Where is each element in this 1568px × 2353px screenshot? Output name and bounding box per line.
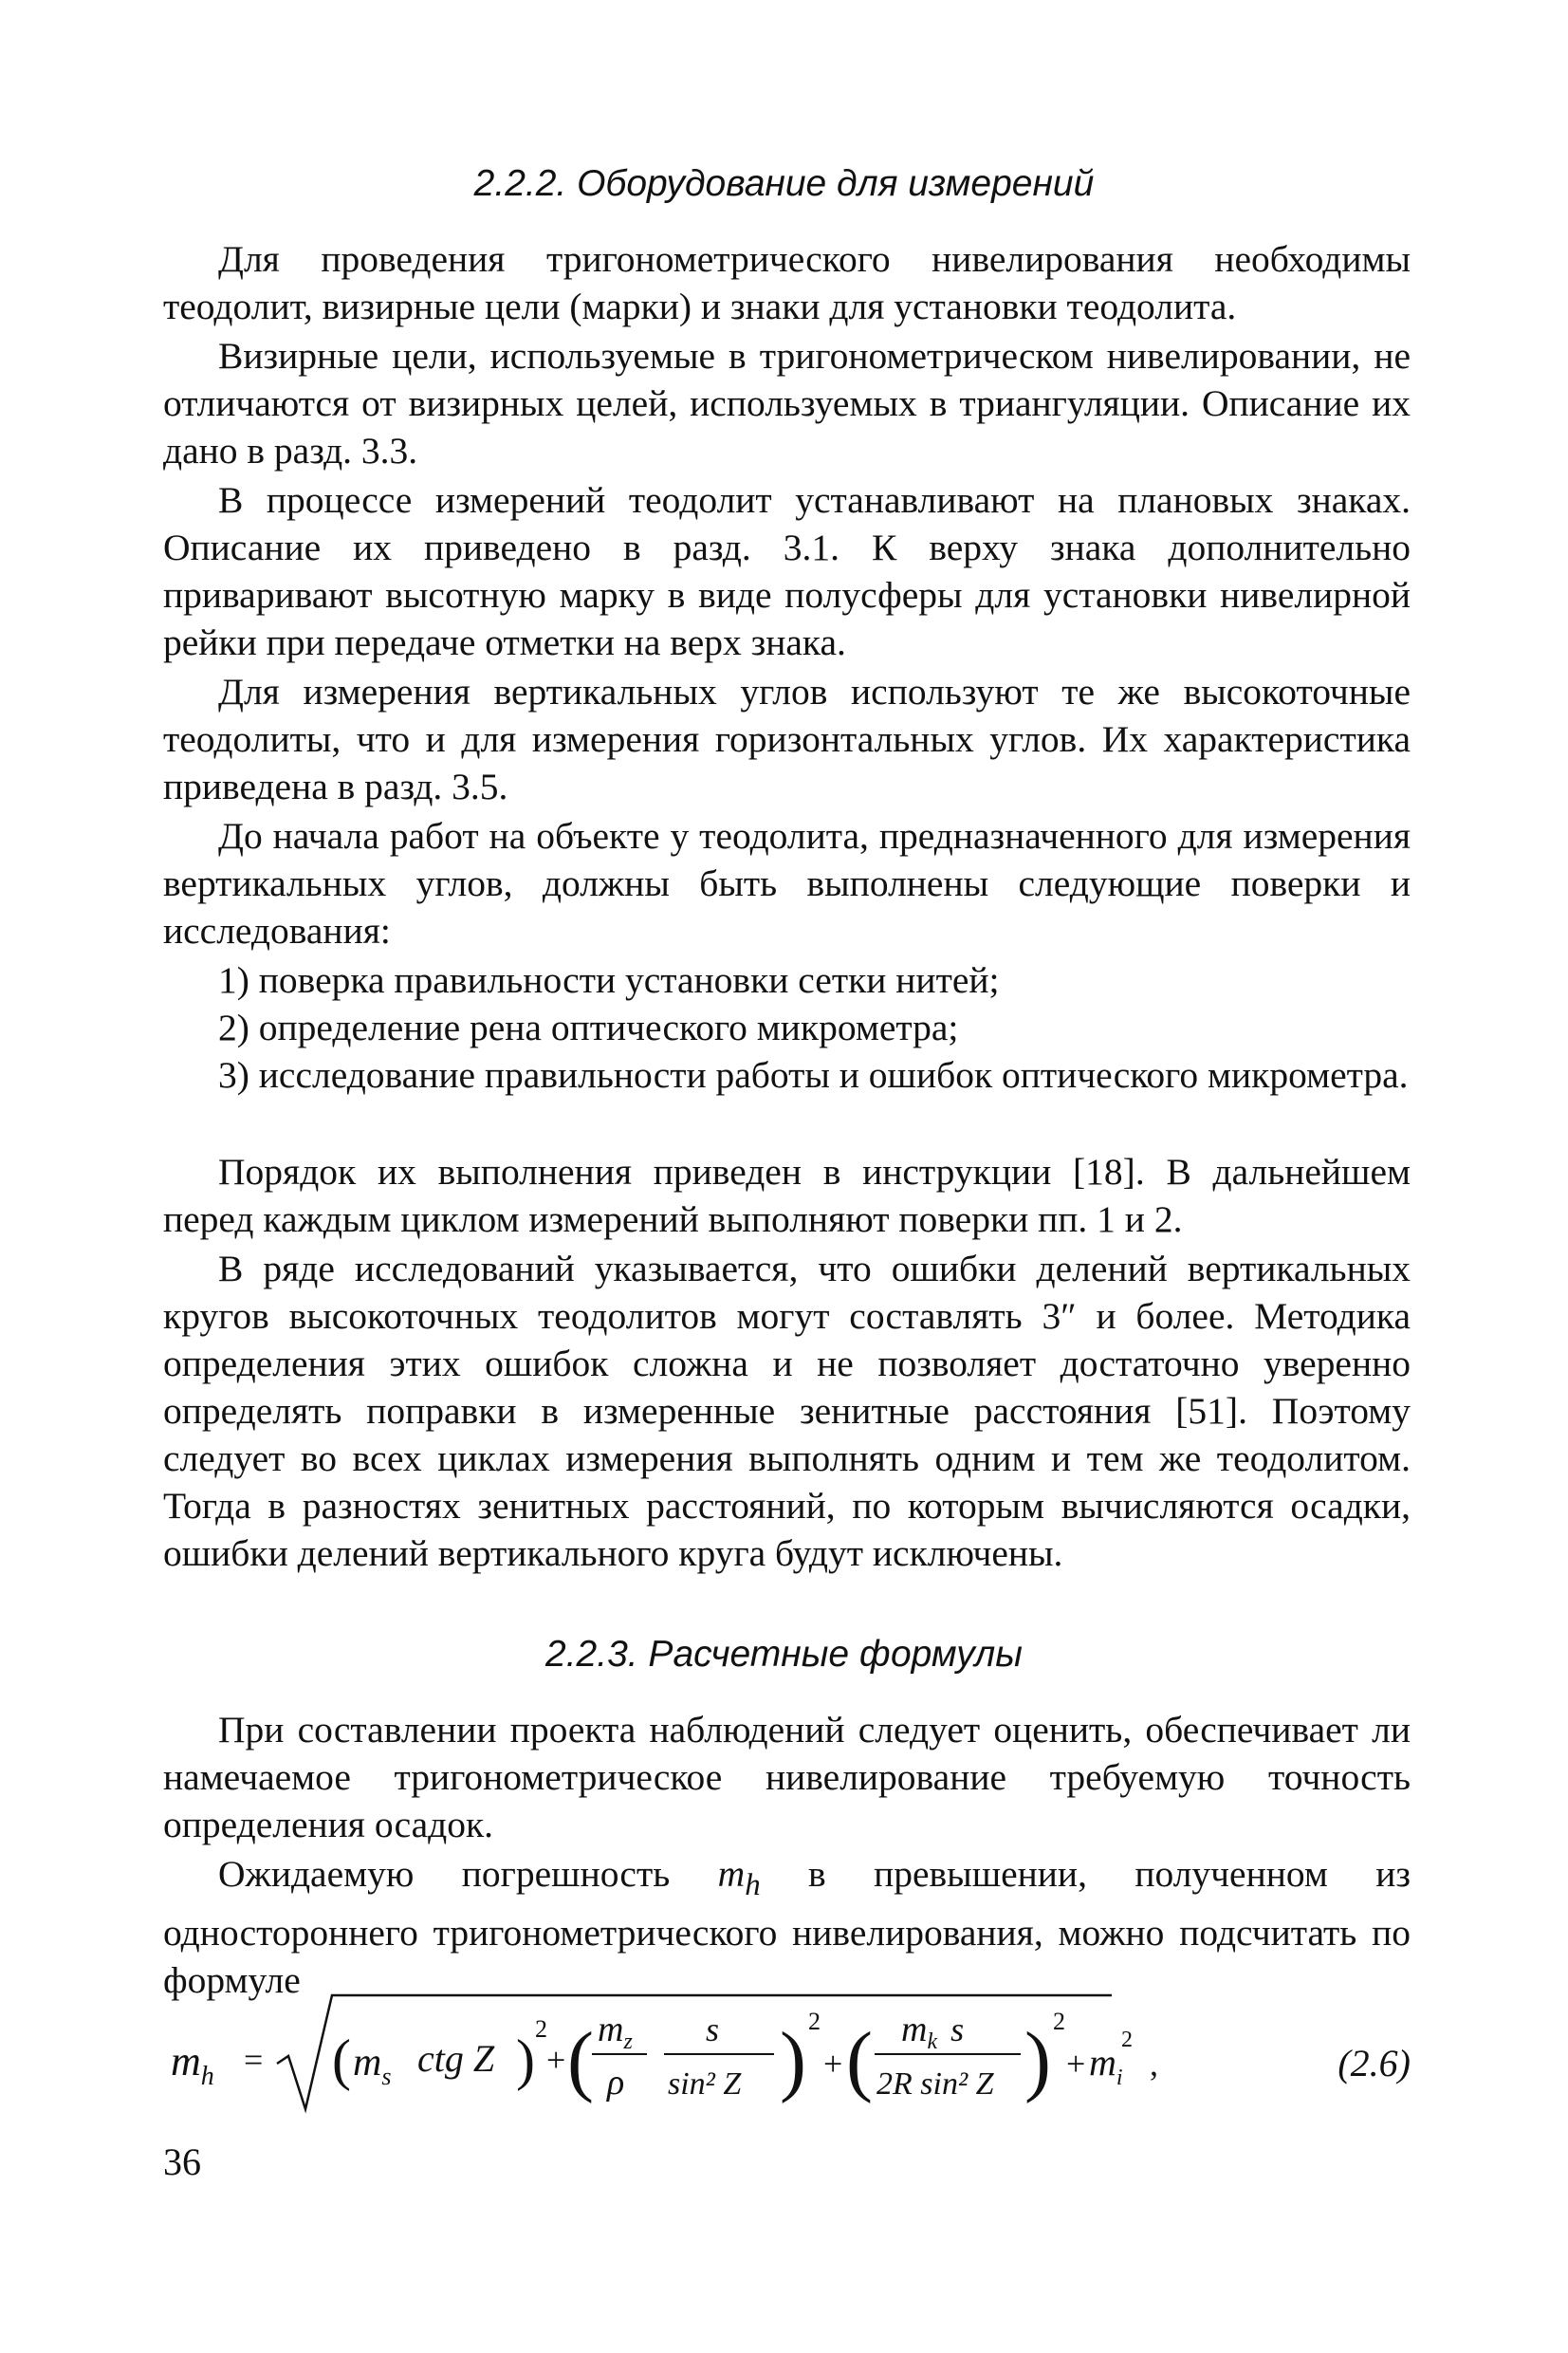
paren-open-2: ( xyxy=(567,2016,594,2104)
plus-3: + xyxy=(1066,2045,1086,2083)
paragraph-3: В процессе измерений теодолит устанавливают на плановых знаках. Описание их приведено в разд. 3.1. К верху знака дополнительно приваривают высотную марку в виде полусферы для установки нивелирной рейки при передаче отметки на верх знака. xyxy=(163,479,1411,663)
paragraph-1: Для проведения тригонометрического нивелирования необходимы теодолит, визирные цели (марки) и знаки для установки теодолита. xyxy=(163,238,1411,327)
term2-square: 2 xyxy=(808,2008,821,2035)
term2-num: $m_z$ xyxy=(598,2010,633,2054)
term4: $m_i$ xyxy=(1089,2041,1123,2090)
plus-1: + xyxy=(546,2041,566,2079)
formula-comma: , xyxy=(1150,2045,1158,2083)
term3-num: $m_k$ s xyxy=(901,2010,965,2054)
formula-lhs: $m_h$ xyxy=(171,2038,214,2091)
term1-fn: ctg Z xyxy=(417,2037,495,2080)
term2-den: ρ xyxy=(607,2063,625,2103)
formula-number: (2.6) xyxy=(1337,2042,1411,2084)
term3-den: 2R sin² Z xyxy=(876,2066,994,2102)
paren-close-1: ) xyxy=(516,2029,535,2091)
paren-close-3: ) xyxy=(1024,2016,1051,2104)
section-heading-2-2-3: 2.2.3. Расчетные формулы xyxy=(545,1634,1023,1675)
paragraph-6: Порядок их выполнения приведен в инструкции [18]. В дальнейшем перед каждым циклом измерений выполняют поверки пп. 1 и 2. xyxy=(163,1151,1411,1240)
plus-2: + xyxy=(823,2045,843,2083)
term3-square: 2 xyxy=(1053,2008,1065,2035)
list-item-3: 3) исследование правильности работы и ошибок оптического микрометра. xyxy=(218,1054,1409,1096)
term2-s: s xyxy=(706,2010,720,2048)
paragraph-9 xyxy=(163,1850,1411,2004)
paren-open-1: ( xyxy=(332,2029,351,2091)
paren-close-2: ) xyxy=(780,2016,806,2104)
paragraph-7: В ряде исследований указывается, что ошибки делений вертикальных кругов высокоточных теодолитов могут составлять 3″ и более. Методика определения этих ошибок сложна и не позволяет достаточно уверенно определять поправки в измеренные зенитные расстояния [51]. Поэтому следует во всех циклах измерения выполнять одним и тем же теодолитом. Тогда в разностях зенитных расстояний, по которым вычисляются осадки, ошибки делений вертикального круга будут исключены. xyxy=(163,1248,1411,1574)
paragraph-9-rest: в превышении, полученном из одностороннего тригонометрического нивелирования, можно подсчитать по формуле xyxy=(163,1853,1411,2001)
list-item-1: 1) поверка правильности установки сетки нитей; xyxy=(218,959,1000,1001)
paragraph-5: До начала работ на объекте у теодолита, предназначенного для измерения вертикальных углов, должны быть выполнены следующие поверки и исследования: xyxy=(163,815,1411,952)
inline-symbol: $m_h$ xyxy=(717,1853,761,1902)
term1-m: $m_s$ xyxy=(353,2041,392,2090)
paragraph-9-lead: Ожидаемую погрешность xyxy=(218,1853,671,1895)
page-number: 36 xyxy=(163,2140,201,2183)
section-heading-2-2-2: 2.2.2. Оборудование для измерений xyxy=(473,163,1095,204)
term1-square: 2 xyxy=(535,2015,547,2043)
paragraph-4: Для измерения вертикальных углов используют те же высокоточные теодолиты, что и для измерения горизонтальных углов. Их характеристика приведена в разд. 3.5. xyxy=(163,671,1411,807)
term2-sin: sin² Z xyxy=(668,2066,742,2102)
term4-square: 2 xyxy=(1121,2028,1133,2052)
formula-equals: = xyxy=(244,2041,264,2079)
paragraph-2: Визирные цели, используемые в тригонометрическом нивелировании, не отличаются от визирных целей, используемых в триангуляции. Описание их дано в разд. 3.3. xyxy=(163,335,1411,472)
formula-expression xyxy=(163,1988,1282,2121)
paren-open-3: ( xyxy=(846,2016,873,2104)
paragraph-8: При составлении проекта наблюдений следует оценить, обеспечивает ли намечаемое тригонометрическое нивелирование требуемую точность определения осадок. xyxy=(163,1709,1411,1845)
list-item-2: 2) определение рена оптического микрометра; xyxy=(218,1007,959,1048)
formula-2-6 xyxy=(163,1988,1411,2121)
